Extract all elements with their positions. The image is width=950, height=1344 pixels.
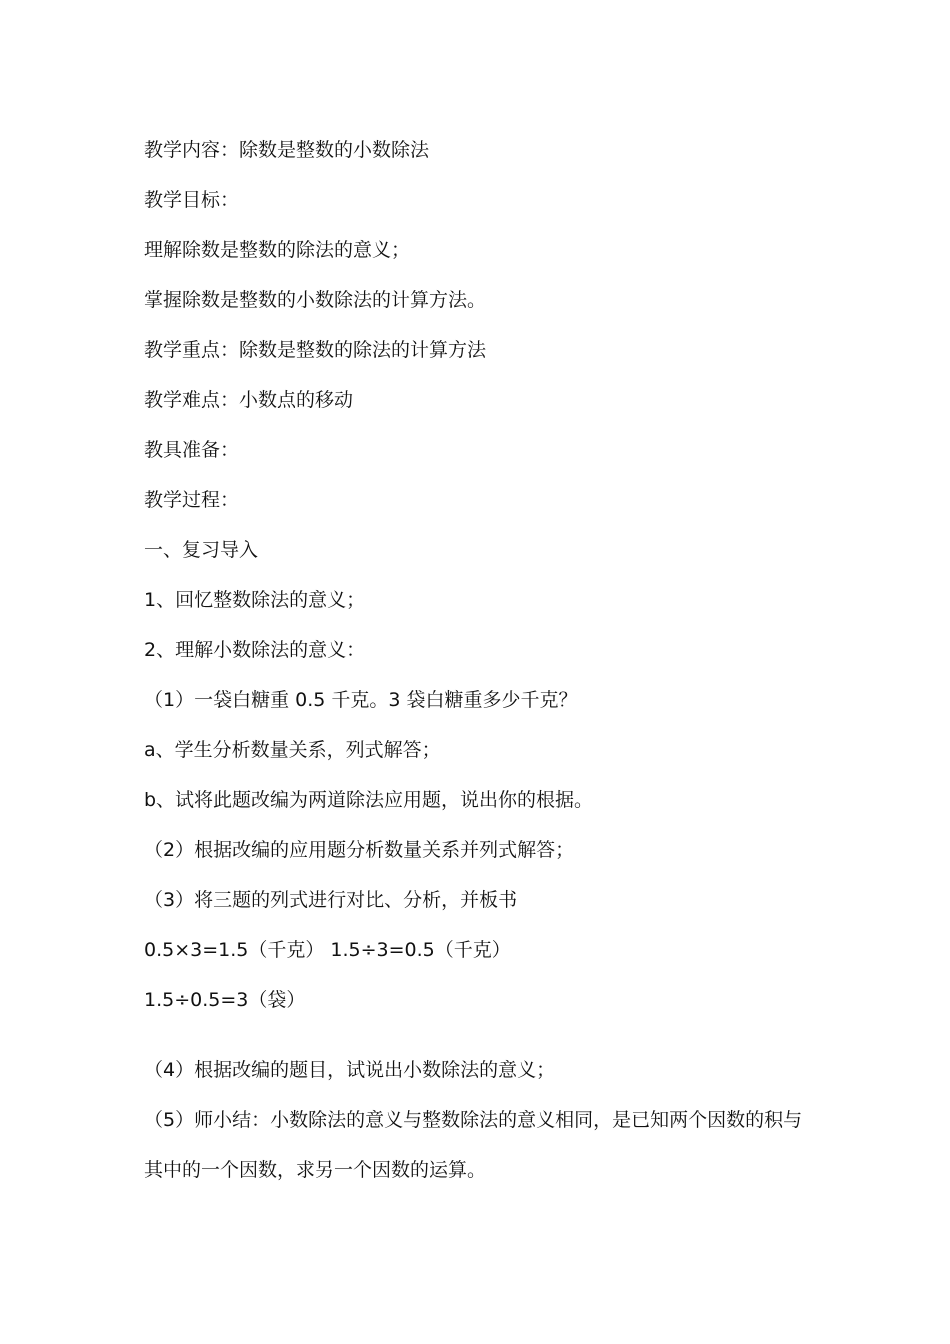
goal-item-1: 理解除数是整数的除法的意义； [144, 239, 411, 261]
key-point-line: 教学重点：除数是整数的除法的计算方法 [144, 339, 487, 361]
process-heading: 教学过程： [144, 489, 240, 511]
sub-item-5-continued: 其中的一个因数，求另一个因数的运算。 [144, 1159, 487, 1181]
difficulty-line: 教学难点：小数点的移动 [144, 389, 354, 411]
sub-item-2: （2）根据改编的应用题分析数量关系并列式解答； [144, 839, 575, 861]
equation-line-2: 1.5÷0.5=3（袋） [144, 989, 306, 1011]
teaching-goals-heading: 教学目标： [144, 189, 240, 211]
review-item-1: 1、回忆整数除法的意义； [144, 589, 366, 611]
sub-item-1: （1）一袋白糖重 0.5 千克。3 袋白糖重多少千克？ [144, 689, 578, 711]
sub-item-4: （4）根据改编的题目，试说出小数除法的意义； [144, 1059, 556, 1081]
equation-line-1: 0.5×3=1.5（千克） 1.5÷3=0.5（千克） [144, 939, 511, 961]
sub-item-a: a、学生分析数量关系，列式解答； [144, 739, 441, 761]
materials-line: 教具准备： [144, 439, 240, 461]
sub-item-5: （5）师小结：小数除法的意义与整数除法的意义相同，是已知两个因数的积与 [144, 1109, 803, 1131]
review-item-2: 2、理解小数除法的意义： [144, 639, 366, 661]
sub-item-3: （3）将三题的列式进行对比、分析，并板书 [144, 889, 518, 911]
teaching-content-line: 教学内容：除数是整数的小数除法 [144, 139, 430, 161]
goal-item-2: 掌握除数是整数的小数除法的计算方法。 [144, 289, 487, 311]
section-review-heading: 一、复习导入 [144, 539, 259, 561]
sub-item-b: b、试将此题改编为两道除法应用题，说出你的根据。 [144, 789, 594, 811]
